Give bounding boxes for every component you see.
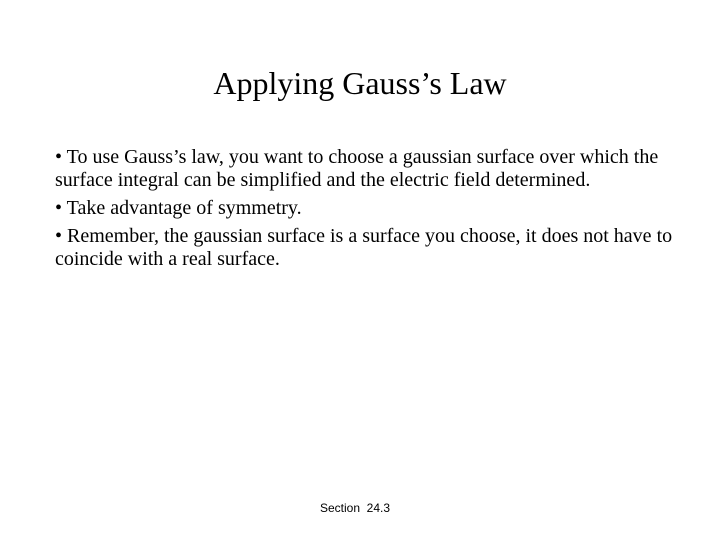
slide-title: Applying Gauss’s Law bbox=[213, 65, 507, 101]
bullet-list bbox=[55, 146, 675, 276]
bullet-item-gauss-law-choice: • To use Gauss’s law, you want to choose a gaussian surface over which the surface integral can be simplified and the electric field determined. bbox=[55, 146, 659, 191]
slide-footer-section: Section 24.3 bbox=[319, 501, 391, 515]
bullet-item-symmetry: • Take advantage of symmetry. bbox=[55, 197, 302, 219]
bullet-item-gaussian-surface: • Remember, the gaussian surface is a surface you choose, it does not have to coincide with a real surface. bbox=[55, 225, 673, 270]
